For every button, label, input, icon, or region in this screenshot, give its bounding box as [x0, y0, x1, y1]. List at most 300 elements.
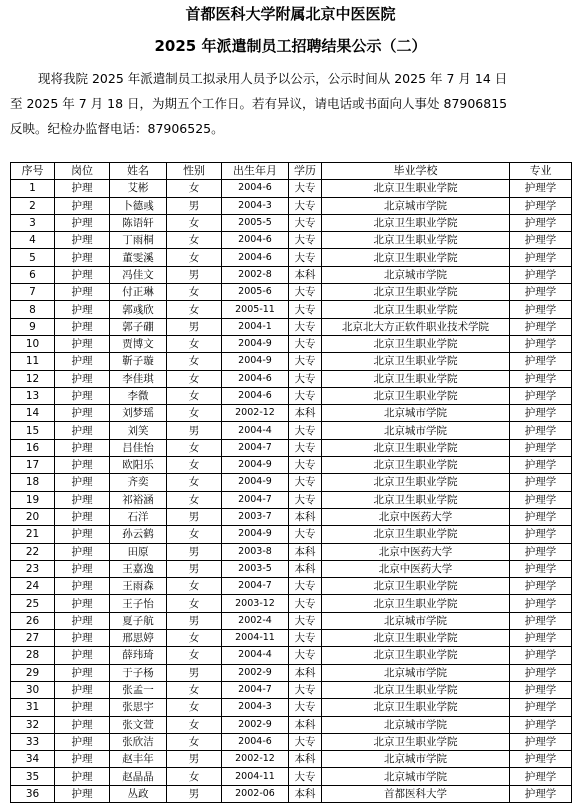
table-row [11, 232, 572, 249]
cell-position: 护理 [55, 474, 110, 491]
table-row [11, 387, 572, 404]
cell-gender: 男 [167, 422, 222, 439]
cell-gender: 女 [167, 491, 222, 508]
cell-education: 大专 [289, 353, 322, 370]
cell-major: 护理学 [510, 439, 572, 456]
cell-education: 大专 [289, 457, 322, 474]
cell-school: 北京卫生职业学院 [322, 180, 510, 197]
cell-birth: 2002-06 [222, 785, 289, 802]
table-row [11, 630, 572, 647]
table-row [11, 578, 572, 595]
header-major: 专业 [510, 163, 572, 180]
cell-gender: 女 [167, 647, 222, 664]
cell-index: 18 [11, 474, 55, 491]
cell-index: 22 [11, 543, 55, 560]
cell-name: 贾博文 [110, 335, 167, 352]
cell-position: 护理 [55, 647, 110, 664]
cell-education: 大专 [289, 595, 322, 612]
cell-school: 北京卫生职业学院 [322, 457, 510, 474]
cell-major: 护理学 [510, 387, 572, 404]
cell-index: 11 [11, 353, 55, 370]
page-subtitle: 2025 年派遣制员工招聘结果公示（二） [154, 37, 427, 55]
cell-name: 艾彬 [110, 180, 167, 197]
cell-birth: 2003-8 [222, 543, 289, 560]
table-row [11, 370, 572, 387]
cell-school: 北京卫生职业学院 [322, 439, 510, 456]
cell-gender: 女 [167, 387, 222, 404]
cell-name: 夏子航 [110, 612, 167, 629]
cell-birth: 2004-11 [222, 630, 289, 647]
cell-school: 北京卫生职业学院 [322, 578, 510, 595]
cell-school: 北京卫生职业学院 [322, 387, 510, 404]
cell-position: 护理 [55, 716, 110, 733]
cell-index: 4 [11, 232, 55, 249]
table-row [11, 301, 572, 318]
cell-major: 护理学 [510, 681, 572, 698]
cell-school: 北京卫生职业学院 [322, 335, 510, 352]
cell-major: 护理学 [510, 768, 572, 785]
cell-major: 护理学 [510, 560, 572, 577]
cell-education: 大专 [289, 439, 322, 456]
cell-index: 5 [11, 249, 55, 266]
cell-education: 本科 [289, 405, 322, 422]
header-name: 姓名 [110, 163, 167, 180]
cell-birth: 2004-6 [222, 249, 289, 266]
cell-school: 北京卫生职业学院 [322, 353, 510, 370]
cell-school: 北京卫生职业学院 [322, 630, 510, 647]
cell-school: 北京城市学院 [322, 422, 510, 439]
cell-major: 护理学 [510, 526, 572, 543]
cell-birth: 2004-4 [222, 647, 289, 664]
cell-gender: 女 [167, 768, 222, 785]
cell-index: 2 [11, 197, 55, 214]
cell-name: 张欣洁 [110, 733, 167, 750]
notice-line-2: 至 2025 年 7 月 18 日，为期五个工作日。若有异议，请电话或书面向人事处 87906815 [10, 96, 508, 111]
cell-name: 赵晶晶 [110, 768, 167, 785]
cell-position: 护理 [55, 768, 110, 785]
cell-gender: 女 [167, 284, 222, 301]
cell-major: 护理学 [510, 214, 572, 231]
cell-index: 32 [11, 716, 55, 733]
table-row [11, 214, 572, 231]
cell-major: 护理学 [510, 543, 572, 560]
table-row [11, 474, 572, 491]
table-header-row [11, 163, 572, 180]
cell-name: 冯佳文 [110, 266, 167, 283]
cell-education: 大专 [289, 284, 322, 301]
cell-school: 北京卫生职业学院 [322, 595, 510, 612]
cell-index: 35 [11, 768, 55, 785]
cell-education: 大专 [289, 318, 322, 335]
cell-index: 19 [11, 491, 55, 508]
cell-index: 30 [11, 681, 55, 698]
cell-birth: 2002-4 [222, 612, 289, 629]
cell-name: 郭彧欣 [110, 301, 167, 318]
cell-school: 北京卫生职业学院 [322, 491, 510, 508]
table-row [11, 353, 572, 370]
cell-name: 张文萱 [110, 716, 167, 733]
notice-line-1: 现将我院 2025 年派遣制员工拟录用人员予以公示，公示时间从 2025 年 7 月 14 日 [38, 71, 508, 86]
cell-school: 北京卫生职业学院 [322, 232, 510, 249]
cell-name: 王子怡 [110, 595, 167, 612]
cell-major: 护理学 [510, 491, 572, 508]
cell-school: 北京卫生职业学院 [322, 301, 510, 318]
cell-birth: 2002-12 [222, 751, 289, 768]
cell-index: 14 [11, 405, 55, 422]
cell-gender: 女 [167, 353, 222, 370]
cell-school: 北京城市学院 [322, 751, 510, 768]
cell-major: 护理学 [510, 457, 572, 474]
cell-education: 本科 [289, 785, 322, 802]
cell-position: 护理 [55, 439, 110, 456]
cell-school: 北京城市学院 [322, 612, 510, 629]
cell-school: 北京城市学院 [322, 664, 510, 681]
cell-index: 33 [11, 733, 55, 750]
cell-school: 北京卫生职业学院 [322, 647, 510, 664]
cell-education: 大专 [289, 699, 322, 716]
cell-index: 29 [11, 664, 55, 681]
cell-gender: 男 [167, 664, 222, 681]
cell-name: 靳子璇 [110, 353, 167, 370]
page-title: 首都医科大学附属北京中医医院 [185, 5, 396, 23]
cell-gender: 女 [167, 526, 222, 543]
cell-position: 护理 [55, 387, 110, 404]
cell-education: 大专 [289, 768, 322, 785]
cell-index: 24 [11, 578, 55, 595]
cell-gender: 男 [167, 751, 222, 768]
cell-birth: 2004-9 [222, 353, 289, 370]
cell-major: 护理学 [510, 232, 572, 249]
cell-position: 护理 [55, 560, 110, 577]
cell-birth: 2003-7 [222, 508, 289, 525]
cell-school: 北京北大方正软件职业技术学院 [322, 318, 510, 335]
cell-education: 本科 [289, 508, 322, 525]
cell-name: 卜德彧 [110, 197, 167, 214]
table-row [11, 785, 572, 802]
cell-school: 北京卫生职业学院 [322, 681, 510, 698]
cell-school: 北京城市学院 [322, 768, 510, 785]
cell-gender: 女 [167, 716, 222, 733]
cell-name: 孙云鹤 [110, 526, 167, 543]
cell-major: 护理学 [510, 578, 572, 595]
cell-index: 6 [11, 266, 55, 283]
cell-education: 大专 [289, 197, 322, 214]
cell-position: 护理 [55, 457, 110, 474]
table-row [11, 180, 572, 197]
cell-birth: 2004-9 [222, 457, 289, 474]
cell-position: 护理 [55, 491, 110, 508]
cell-education: 大专 [289, 612, 322, 629]
cell-gender: 女 [167, 370, 222, 387]
table-row [11, 508, 572, 525]
cell-position: 护理 [55, 578, 110, 595]
cell-birth: 2002-8 [222, 266, 289, 283]
cell-birth: 2004-6 [222, 232, 289, 249]
cell-birth: 2004-9 [222, 335, 289, 352]
cell-index: 3 [11, 214, 55, 231]
cell-index: 26 [11, 612, 55, 629]
cell-education: 本科 [289, 751, 322, 768]
cell-gender: 女 [167, 595, 222, 612]
cell-education: 大专 [289, 491, 322, 508]
cell-birth: 2004-6 [222, 180, 289, 197]
cell-birth: 2004-6 [222, 370, 289, 387]
cell-position: 护理 [55, 508, 110, 525]
cell-gender: 女 [167, 578, 222, 595]
table-row [11, 249, 572, 266]
cell-school: 北京城市学院 [322, 197, 510, 214]
cell-major: 护理学 [510, 508, 572, 525]
cell-index: 13 [11, 387, 55, 404]
cell-position: 护理 [55, 664, 110, 681]
cell-index: 34 [11, 751, 55, 768]
cell-position: 护理 [55, 751, 110, 768]
cell-education: 本科 [289, 543, 322, 560]
cell-school: 北京中医药大学 [322, 543, 510, 560]
cell-birth: 2004-11 [222, 768, 289, 785]
cell-birth: 2004-6 [222, 387, 289, 404]
cell-index: 17 [11, 457, 55, 474]
cell-name: 董雯溪 [110, 249, 167, 266]
cell-name: 李微 [110, 387, 167, 404]
cell-major: 护理学 [510, 647, 572, 664]
cell-major: 护理学 [510, 180, 572, 197]
cell-name: 薛玮琦 [110, 647, 167, 664]
cell-index: 1 [11, 180, 55, 197]
cell-name: 田原 [110, 543, 167, 560]
cell-position: 护理 [55, 612, 110, 629]
cell-education: 本科 [289, 716, 322, 733]
cell-name: 张孟一 [110, 681, 167, 698]
cell-position: 护理 [55, 699, 110, 716]
cell-major: 护理学 [510, 664, 572, 681]
cell-education: 本科 [289, 266, 322, 283]
cell-education: 大专 [289, 249, 322, 266]
cell-education: 大专 [289, 301, 322, 318]
cell-education: 大专 [289, 474, 322, 491]
cell-position: 护理 [55, 681, 110, 698]
cell-school: 北京卫生职业学院 [322, 284, 510, 301]
cell-birth: 2005-6 [222, 284, 289, 301]
cell-birth: 2004-9 [222, 474, 289, 491]
cell-education: 大专 [289, 526, 322, 543]
cell-gender: 男 [167, 785, 222, 802]
cell-major: 护理学 [510, 699, 572, 716]
cell-education: 大专 [289, 647, 322, 664]
table-row [11, 457, 572, 474]
table-row [11, 733, 572, 750]
cell-major: 护理学 [510, 249, 572, 266]
cell-position: 护理 [55, 301, 110, 318]
cell-index: 10 [11, 335, 55, 352]
cell-school: 北京卫生职业学院 [322, 526, 510, 543]
cell-position: 护理 [55, 543, 110, 560]
cell-birth: 2004-7 [222, 491, 289, 508]
header-birth: 出生年月 [222, 163, 289, 180]
cell-major: 护理学 [510, 353, 572, 370]
cell-school: 北京卫生职业学院 [322, 249, 510, 266]
table-row [11, 647, 572, 664]
cell-position: 护理 [55, 526, 110, 543]
cell-school: 北京城市学院 [322, 405, 510, 422]
table-row [11, 716, 572, 733]
cell-birth: 2005-5 [222, 214, 289, 231]
cell-position: 护理 [55, 335, 110, 352]
cell-position: 护理 [55, 405, 110, 422]
cell-gender: 女 [167, 681, 222, 698]
table-row [11, 491, 572, 508]
table-row [11, 681, 572, 698]
cell-position: 护理 [55, 249, 110, 266]
cell-position: 护理 [55, 318, 110, 335]
cell-position: 护理 [55, 630, 110, 647]
cell-gender: 男 [167, 266, 222, 283]
cell-education: 本科 [289, 560, 322, 577]
cell-position: 护理 [55, 353, 110, 370]
results-table [10, 162, 572, 803]
cell-gender: 女 [167, 214, 222, 231]
cell-education: 大专 [289, 630, 322, 647]
cell-school: 北京卫生职业学院 [322, 474, 510, 491]
cell-gender: 男 [167, 560, 222, 577]
table-row [11, 699, 572, 716]
cell-index: 8 [11, 301, 55, 318]
cell-index: 28 [11, 647, 55, 664]
cell-index: 12 [11, 370, 55, 387]
cell-school: 北京卫生职业学院 [322, 733, 510, 750]
cell-education: 大专 [289, 214, 322, 231]
cell-gender: 女 [167, 180, 222, 197]
cell-gender: 男 [167, 612, 222, 629]
cell-major: 护理学 [510, 630, 572, 647]
cell-birth: 2004-9 [222, 526, 289, 543]
header-position: 岗位 [55, 163, 110, 180]
cell-major: 护理学 [510, 751, 572, 768]
cell-education: 大专 [289, 180, 322, 197]
cell-name: 刘笑 [110, 422, 167, 439]
table-row [11, 612, 572, 629]
cell-education: 大专 [289, 387, 322, 404]
cell-education: 大专 [289, 681, 322, 698]
cell-birth: 2005-11 [222, 301, 289, 318]
table-row [11, 318, 572, 335]
cell-name: 张思宇 [110, 699, 167, 716]
cell-name: 付正琳 [110, 284, 167, 301]
cell-gender: 女 [167, 699, 222, 716]
cell-birth: 2003-5 [222, 560, 289, 577]
cell-birth: 2003-12 [222, 595, 289, 612]
cell-gender: 女 [167, 232, 222, 249]
cell-education: 大专 [289, 232, 322, 249]
cell-major: 护理学 [510, 318, 572, 335]
cell-school: 北京卫生职业学院 [322, 214, 510, 231]
table-row [11, 751, 572, 768]
cell-gender: 男 [167, 543, 222, 560]
cell-gender: 女 [167, 630, 222, 647]
cell-position: 护理 [55, 284, 110, 301]
table-row [11, 266, 572, 283]
cell-gender: 男 [167, 508, 222, 525]
cell-education: 大专 [289, 733, 322, 750]
cell-position: 护理 [55, 370, 110, 387]
cell-name: 王嘉逸 [110, 560, 167, 577]
cell-education: 本科 [289, 664, 322, 681]
header-school: 毕业学校 [322, 163, 510, 180]
cell-index: 31 [11, 699, 55, 716]
cell-gender: 女 [167, 405, 222, 422]
table-row [11, 664, 572, 681]
table-row [11, 197, 572, 214]
cell-name: 郭子硼 [110, 318, 167, 335]
cell-name: 于子杨 [110, 664, 167, 681]
cell-school: 北京中医药大学 [322, 508, 510, 525]
notice-paragraph [10, 66, 572, 141]
cell-gender: 女 [167, 733, 222, 750]
cell-major: 护理学 [510, 405, 572, 422]
cell-position: 护理 [55, 214, 110, 231]
cell-name: 吕佳怡 [110, 439, 167, 456]
cell-name: 丁雨桐 [110, 232, 167, 249]
cell-index: 9 [11, 318, 55, 335]
cell-gender: 女 [167, 474, 222, 491]
cell-major: 护理学 [510, 266, 572, 283]
cell-index: 25 [11, 595, 55, 612]
cell-major: 护理学 [510, 284, 572, 301]
table-row [11, 422, 572, 439]
cell-birth: 2004-1 [222, 318, 289, 335]
header-gender: 性别 [167, 163, 222, 180]
cell-gender: 女 [167, 301, 222, 318]
cell-birth: 2002-12 [222, 405, 289, 422]
cell-name: 李佳琪 [110, 370, 167, 387]
cell-gender: 女 [167, 439, 222, 456]
cell-major: 护理学 [510, 785, 572, 802]
cell-gender: 男 [167, 197, 222, 214]
cell-index: 23 [11, 560, 55, 577]
cell-birth: 2002-9 [222, 716, 289, 733]
table-row [11, 439, 572, 456]
cell-name: 刘梦瑶 [110, 405, 167, 422]
header-index: 序号 [11, 163, 55, 180]
cell-name: 欧阳乐 [110, 457, 167, 474]
cell-index: 27 [11, 630, 55, 647]
cell-gender: 女 [167, 335, 222, 352]
cell-position: 护理 [55, 422, 110, 439]
cell-position: 护理 [55, 595, 110, 612]
cell-position: 护理 [55, 785, 110, 802]
cell-name: 齐奕 [110, 474, 167, 491]
cell-birth: 2004-3 [222, 699, 289, 716]
cell-birth: 2004-7 [222, 681, 289, 698]
cell-position: 护理 [55, 266, 110, 283]
cell-index: 7 [11, 284, 55, 301]
cell-major: 护理学 [510, 716, 572, 733]
cell-name: 陈语轩 [110, 214, 167, 231]
table-row [11, 595, 572, 612]
cell-name: 赵丰年 [110, 751, 167, 768]
cell-birth: 2002-9 [222, 664, 289, 681]
cell-school: 北京卫生职业学院 [322, 699, 510, 716]
cell-gender: 男 [167, 318, 222, 335]
cell-name: 石洋 [110, 508, 167, 525]
cell-major: 护理学 [510, 612, 572, 629]
cell-birth: 2004-3 [222, 197, 289, 214]
cell-school: 北京卫生职业学院 [322, 370, 510, 387]
cell-birth: 2004-7 [222, 578, 289, 595]
cell-index: 36 [11, 785, 55, 802]
cell-education: 大专 [289, 335, 322, 352]
table-row [11, 543, 572, 560]
